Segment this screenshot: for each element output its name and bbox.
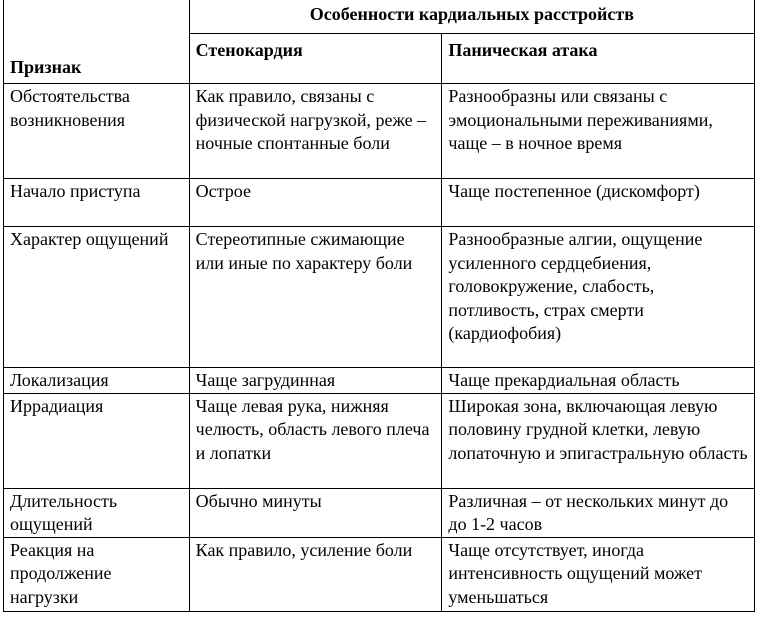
feature-text: Обстоятельства возникновения — [10, 86, 130, 130]
table-body — [4, 84, 755, 612]
panic-cell — [442, 368, 755, 394]
feature-text: Длительность ощущений — [10, 490, 118, 534]
panic-text: Различная – от нескольких минут до до 1-2 часов — [448, 490, 729, 534]
angina-cell — [189, 179, 442, 227]
feature-cell — [4, 84, 190, 179]
panic-text: Разнообразны или связаны с эмоциональными переживаниями, чаще – в ночное время — [448, 86, 713, 153]
panic-text: Широкая зона, включающая левую половину грудной клетки, левую лопаточную и эпигастральную область — [448, 395, 748, 463]
feature-text: Начало приступа — [10, 181, 141, 201]
table-row — [4, 84, 755, 179]
angina-text: Острое — [195, 181, 251, 201]
feature-cell — [4, 368, 190, 394]
comparison-table — [3, 0, 755, 612]
angina-text: Стереотипные сжимающие или иные по характеру боли — [195, 229, 413, 273]
angina-text: Чаще загрудинная — [195, 370, 336, 390]
angina-cell — [189, 488, 442, 537]
angina-text: Обычно минуты — [195, 490, 322, 511]
feature-text: Иррадиация — [10, 395, 104, 416]
feature-cell — [4, 488, 190, 537]
feature-cell — [4, 537, 190, 611]
feature-cell — [4, 179, 190, 227]
panic-cell — [442, 537, 755, 611]
angina-cell — [189, 393, 442, 488]
angina-text: Как правило, усиление боли — [195, 539, 413, 560]
header-panic-label: Паническая атака — [448, 40, 598, 60]
panic-cell — [442, 227, 755, 368]
panic-text: Разнообразные алгии, ощущение усиленного сердцебиения, головокружение, слабость, потливость, страх смерти (кардиофобия) — [448, 229, 703, 343]
header-row-group — [4, 0, 755, 34]
angina-cell — [189, 227, 442, 368]
feature-text: Локализация — [10, 370, 109, 390]
table-row — [4, 179, 755, 227]
angina-text: Чаще левая рука, нижняя челюсть, область левого плеча и лопатки — [195, 395, 430, 463]
angina-cell — [189, 84, 442, 179]
header-group — [189, 0, 754, 34]
panic-cell — [442, 488, 755, 537]
panic-text: Чаще отсутствует, иногда интенсивность ощущений может уменьшаться — [448, 539, 703, 607]
feature-cell — [4, 393, 190, 488]
feature-cell — [4, 227, 190, 368]
panic-cell — [442, 84, 755, 179]
angina-cell — [189, 537, 442, 611]
table-header — [4, 0, 755, 84]
table-row — [4, 393, 755, 488]
header-panic — [442, 34, 755, 84]
table-row — [4, 488, 755, 537]
panic-cell — [442, 393, 755, 488]
header-feature — [4, 0, 190, 84]
header-group-label: Особенности кардиальных расстройств — [309, 4, 634, 24]
header-angina — [189, 34, 442, 84]
panic-cell — [442, 179, 755, 227]
table-row — [4, 227, 755, 368]
header-angina-label: Стенокардия — [195, 40, 303, 60]
feature-text: Характер ощущений — [10, 229, 169, 249]
panic-text: Чаще прекардиальная область — [448, 370, 680, 390]
feature-text: Реакция на продолжение нагрузки — [10, 539, 112, 607]
table-row — [4, 368, 755, 394]
angina-text: Как правило, связаны с физической нагрузкой, реже – ночные спонтанные боли — [195, 86, 427, 153]
angina-cell — [189, 368, 442, 394]
header-feature-label: Признак — [10, 56, 82, 77]
table-row — [4, 537, 755, 611]
panic-text: Чаще постепенное (дискомфорт) — [448, 181, 700, 201]
